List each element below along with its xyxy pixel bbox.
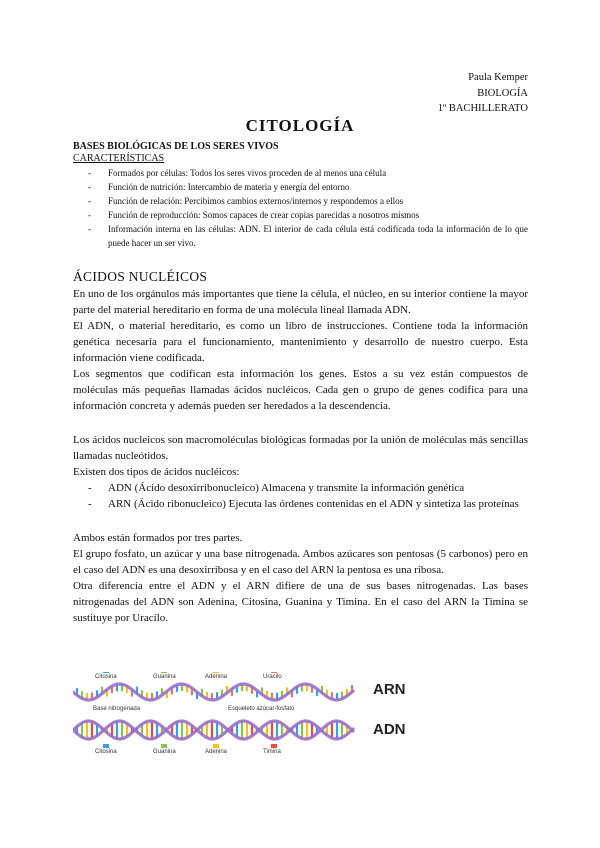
document-body (73, 140, 528, 626)
arn-label: ARN (373, 681, 406, 698)
legend-swatch (213, 672, 219, 673)
list-item: - Función de nutrición: Intercambio de materia y energía del entorno (73, 180, 528, 194)
list-item: - Información interna en las células: ADN. El interior de cada célula está codificada toda la información de lo que puede hacer un ser vivo. (73, 222, 528, 250)
mid-left-label: Base nitrogenada (93, 706, 141, 712)
paragraph: Los ácidos nucleicos son macromoléculas biológicas formadas por la unión de moléculas más sencillas llamadas nucleótidos. (73, 434, 528, 462)
characteristics-list (73, 166, 528, 250)
author-name: Paula Kemper (468, 72, 528, 83)
legend-label: Guanina (153, 674, 176, 680)
legend-swatch (103, 672, 109, 673)
paragraph: Existen dos tipos de ácidos nucléicos: (73, 466, 240, 478)
paragraph: Los segmentos que codifican esta información los genes. Estos a su vez están compuestos de moléculas más pequeñas llamadas ácidos nucléicos. Cada gen o grupo de genes codifica para una información concreta y además pueden ser heredados a la descendencia. (73, 368, 528, 412)
paragraph: Otra diferencia entre el ADN y el ARN difiere de una de sus bases nitrogenadas. Las bases nitrogenadas del ADN son Adenina, Citosina, Guanina y Timina. En el caso del ARN la Timina se sustituye por Uracilo. (73, 580, 528, 624)
mid-right-label: Esqueleto azúcar-fosfato (228, 706, 295, 712)
list-item: - ARN (Ácido ribonucleico) Ejecuta las órdenes contenidas en el ADN y sintetiza las proteínas (73, 496, 528, 512)
header-block (438, 70, 528, 117)
legend-label: Citosina (95, 674, 117, 680)
legend-label: Guanina (153, 749, 176, 754)
paragraph: Ambos están formados por tres partes. (73, 532, 243, 544)
adn-label: ADN (373, 721, 406, 738)
course-name: 1º BACHILLERATO (437, 103, 528, 114)
subheading-caracteristicas: CARACTERÍSTICAS (73, 153, 165, 164)
section-heading-acidos: ÁCIDOS NUCLÉICOS (73, 269, 208, 284)
paragraph: El grupo fosfato, un azúcar y una base nitrogenada. Ambos azúcares son pentosas (5 carbonos) pero en el caso del ADN es una desoxirribosa y en el caso del ARN la pentosa es una ribosa. (73, 548, 528, 576)
list-item: - ADN (Ácido desoxirribonucleico) Almacena y transmite la información genética (73, 480, 528, 496)
paragraph: El ADN, o material hereditario, es como un libro de instrucciones. Contiene toda la información genética necesaria para el funcionamiento, mantenimiento y desarrollo de nuestro cuerpo. Esta información viene codificada. (73, 320, 528, 364)
list-item: - Función de reproducción: Somos capaces de crear copias parecidas a nosotros mismos (73, 208, 528, 222)
legend-label: Timina (263, 749, 281, 754)
legend-swatch (161, 672, 167, 673)
legend-swatch (271, 744, 277, 748)
helix-svg (73, 672, 528, 754)
legend-label: Adenina (205, 749, 228, 754)
document-title: CITOLOGÍA (245, 116, 355, 135)
list-item: - Función de relación: Percibimos cambios externos/internos y respondemos a ellos (73, 194, 528, 208)
list-item: - Formados por células: Todos los seres vivos proceden de al menos una célula (73, 166, 528, 180)
legend-label: Uracilo (263, 674, 282, 680)
dna-rna-diagram (73, 672, 528, 754)
legend-label: Citosina (95, 749, 117, 754)
legend-swatch (271, 672, 277, 673)
section-heading-bases: BASES BIOLÓGICAS DE LOS SERES VIVOS (73, 141, 279, 152)
legend-swatch (213, 744, 219, 748)
paragraph: En uno de los orgánulos más importantes que tiene la célula, el núcleo, en su interior contiene la mayor parte del material hereditario en forma de una molécula lineal llamada ADN. (73, 288, 528, 316)
legend-swatch (161, 744, 167, 748)
legend-label: Adenina (205, 674, 228, 680)
subject-name: BIOLOGÍA (477, 87, 528, 99)
nucleic-acid-types-list (73, 480, 528, 512)
legend-swatch (103, 744, 109, 748)
